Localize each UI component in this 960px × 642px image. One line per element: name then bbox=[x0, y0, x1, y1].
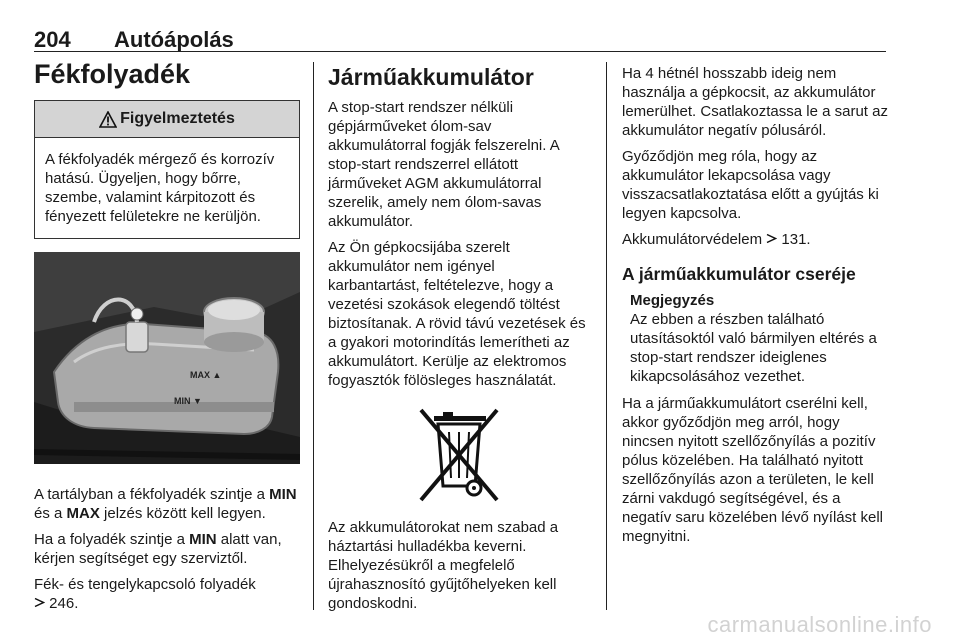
warning-triangle-icon bbox=[99, 111, 117, 128]
heading-battery-replacement: A járműakkumulátor cseréje bbox=[622, 264, 856, 284]
paragraph-battery-types: A stop-start rendszer nélküli gépjárműveket ólom-sav akkumulátorral fogják felszerelni. A stop-start rendszerrel ellátott járműveket AGM akkumulátorral szerelik, amely nem ólom-savas akkumulátor. bbox=[328, 99, 559, 230]
column-3 bbox=[622, 64, 888, 553]
paragraph-below-min: Ha a folyadék szintje a MIN alatt van, kérjen segítséget egy szerviztől. bbox=[34, 531, 282, 567]
column-1 bbox=[34, 60, 300, 620]
paragraph-disposal: Az akkumulátorokat nem szabad a háztartási hulladékba keverni. Elhelyezésükről a megfelelő újrahasznosító gyűjtőhelyeken kell gondoskodni. bbox=[328, 519, 559, 612]
warning-header bbox=[35, 101, 299, 138]
warning-box bbox=[34, 100, 300, 239]
page-reference-icon bbox=[34, 597, 45, 608]
paragraph-ignition: Győződjön meg róla, hogy az akkumulátor lekapcsolása vagy visszacsatlakoztatása előtt a gyújtás ki legyen kapcsolva. bbox=[622, 148, 879, 222]
page-reference-link[interactable]: 131. bbox=[781, 231, 811, 248]
page-number: 204 bbox=[34, 27, 71, 52]
paragraph-storage: Ha 4 hétnél hosszabb ideig nem használja a gépkocsit, az akkumulátor lemerülhet. Csatlakoztassa le a sarut az akkumulátor negatív pólusáról. bbox=[622, 65, 888, 139]
heading-brake-fluid: Fékfolyadék bbox=[34, 59, 191, 89]
min-marking: MIN ▼ bbox=[174, 396, 202, 406]
max-marking: MAX ▲ bbox=[190, 370, 222, 380]
note-box bbox=[622, 291, 888, 386]
header-rule bbox=[34, 51, 886, 52]
page-header bbox=[34, 22, 886, 50]
watermark: carmanualsonline.info bbox=[707, 612, 932, 637]
note-title: Megjegyzés bbox=[630, 292, 715, 309]
section-title: Autóápolás bbox=[114, 27, 234, 52]
paragraph-clutch-fluid-ref: Fék- és tengelykapcsoló folyadék 246. bbox=[34, 576, 256, 612]
column-2 bbox=[328, 64, 590, 620]
page-reference-link[interactable]: 246. bbox=[49, 595, 79, 612]
heading-vehicle-battery: Járműakkumulátor bbox=[328, 64, 534, 90]
page-reference-icon bbox=[766, 233, 777, 244]
paragraph-battery-protection-ref: Akkumulátorvédelem 131. bbox=[622, 231, 811, 248]
warning-text: A fékfolyadék mérgező és korrozív hatású. Ügyeljen, hogy bőrre, szembe, valamint kárpitozott és fényezett felületekre ne kerüljön. bbox=[45, 151, 275, 225]
column-divider-2 bbox=[606, 62, 607, 610]
paragraph-replacement: Ha a járműakkumulátort cserélni kell, akkor győződjön meg arról, hogy nincsen nyitott szellőzőnyílás a pozitív pólus közelében. Ha található nyitott szellőzőnyílás azon a területen, le kell zárni vakdugó segítségével, és a negatív saru közelében lévő nyílást kell megnyitni. bbox=[622, 395, 883, 545]
brake-fluid-reservoir-photo bbox=[34, 252, 300, 464]
paragraph-level: A tartályban a fékfolyadék szintje a MIN és a MAX jelzés között kell legyen. bbox=[34, 486, 297, 522]
warning-title: Figyelmeztetés bbox=[120, 110, 235, 127]
crossed-out-wheelie-bin-icon bbox=[417, 404, 501, 504]
column-divider-1 bbox=[313, 62, 314, 610]
paragraph-maintenance-free: Az Ön gépkocsijába szerelt akkumulátor nem igényel karbantartást, feltételezve, hogy a vezetési szokások elegendő töltést biztosítanak. A rövid távú vezetések és a gyakori motorindítás lemerítheti az akkumulátort. Kerülje az elektromos fogyasztók fölösleges használatát. bbox=[328, 239, 586, 389]
note-text: Az ebben a részben található utasításoktól való bármilyen eltérés a stop-start rendszer ideiglenes kikapcsolásához vezethet. bbox=[630, 311, 877, 385]
